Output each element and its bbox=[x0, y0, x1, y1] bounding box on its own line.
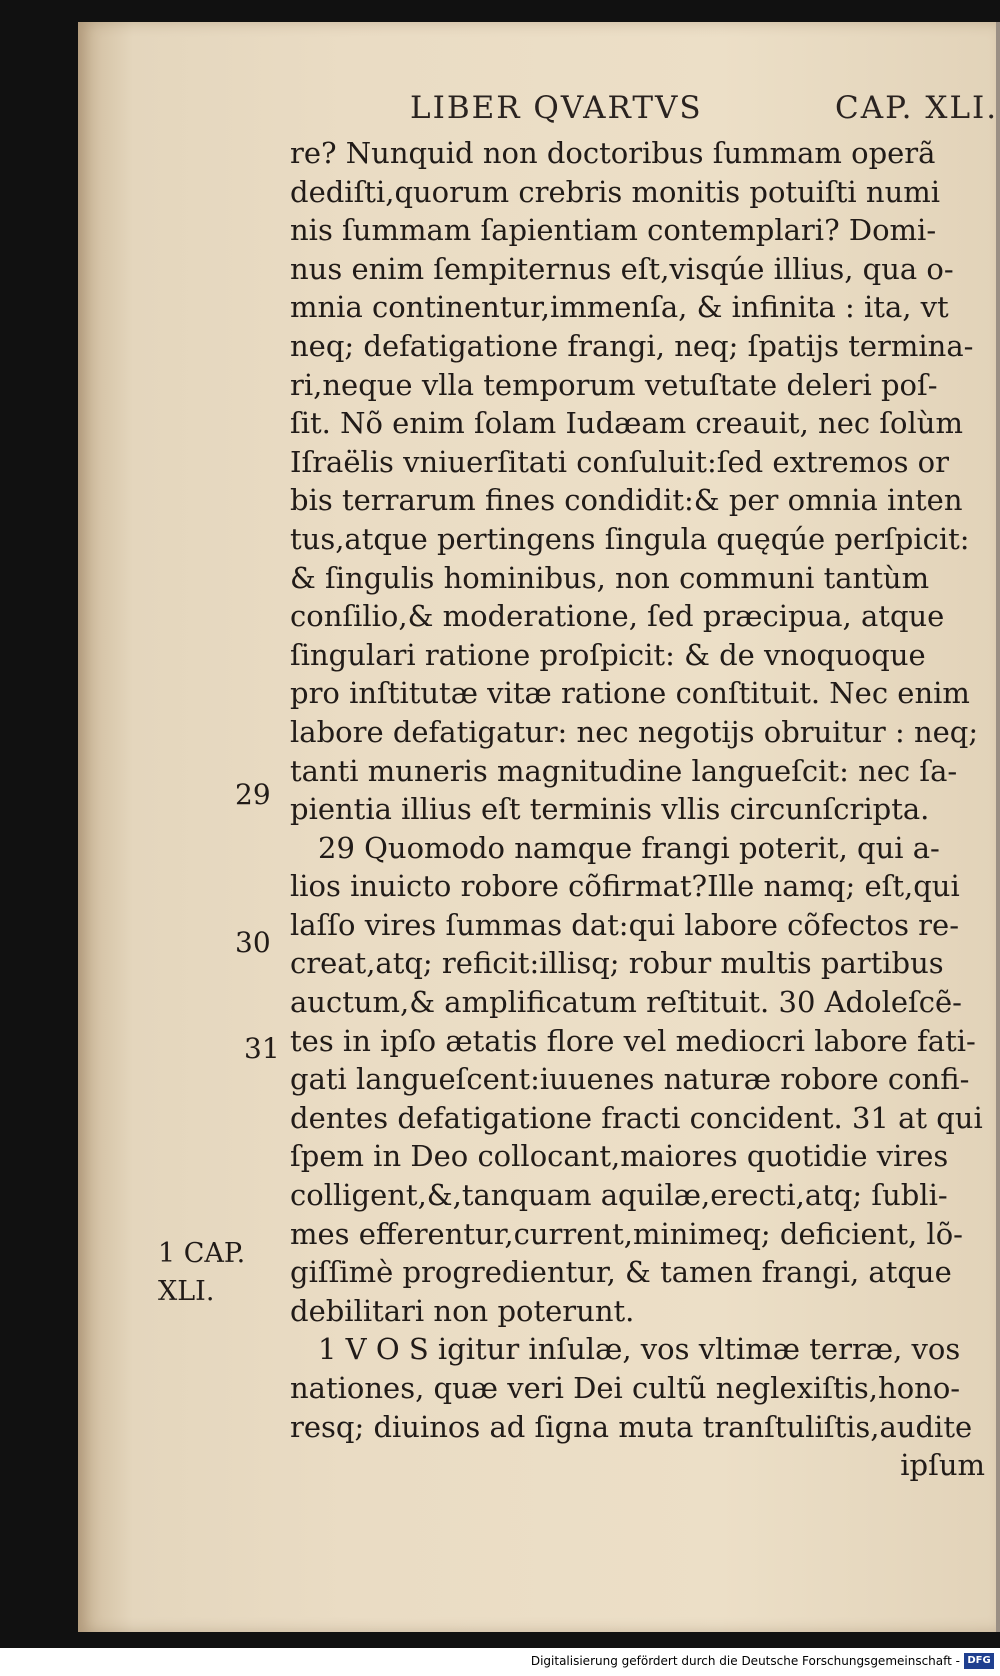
text-line: re? Nunquid non doctoribus ſummam operã bbox=[290, 136, 936, 170]
text-line: creat,atq; reficit:illisq; robur multis partibus bbox=[290, 946, 944, 981]
funding-credit: Digitalisierung gefördert durch die Deutsche Forschungsgemeinschaft - bbox=[530, 1654, 960, 1668]
text-line: nus enim ſempiternus eſt,visqúe illius, qua o- bbox=[290, 251, 954, 286]
text-line: gati langueſcent:iuuenes naturæ robore confi- bbox=[290, 1062, 970, 1097]
text-line: bis terrarum fines condidit:& per omnia inten bbox=[290, 483, 963, 518]
text-line: pro inſtitutæ vitæ ratione conſtituit. Nec enim bbox=[290, 676, 970, 711]
text-line: conſilio,& moderatione, ſed præcipua, atque bbox=[290, 599, 945, 634]
verse-number-30: 30 bbox=[235, 926, 271, 959]
footer-bar bbox=[0, 1648, 1000, 1676]
text-line: tes in ipſo ætatis flore vel mediocri labore fati- bbox=[290, 1023, 976, 1058]
verse-number-31: 31 bbox=[244, 1032, 280, 1065]
text-line: pientia illius eſt terminis vllis circunſcripta. bbox=[290, 792, 930, 827]
text-line: giſſimè progredientur, & tamen frangi, atque bbox=[290, 1255, 952, 1290]
text-line: ſingulari ratione proſpicit: & de vnoquoque bbox=[290, 637, 926, 672]
text-line: 29 Quomodo namque frangi poterit, qui a- bbox=[318, 830, 940, 865]
text-line: dentes defatigatione fracti concident. 31 at qui bbox=[290, 1100, 983, 1135]
text-line: dediſti,quorum crebris monitis potuiſti numi bbox=[290, 174, 941, 209]
text-line: ſpem in Deo collocant,maiores quotidie vires bbox=[290, 1139, 949, 1174]
text-line: mes efferentur,current,minimeq; deficient, lõ- bbox=[290, 1216, 963, 1251]
text-line: lios inuicto robore cõfirmat?Ille namq; eſt,qui bbox=[290, 869, 960, 904]
text-line: colligent,&,tanquam aquilæ,erecti,atq; ſubli- bbox=[290, 1178, 948, 1213]
body-text bbox=[290, 134, 995, 1485]
chapter-marker-number: XLI. bbox=[158, 1276, 215, 1307]
text-line: mnia continentur,immenſa, & infinita : ita, vt bbox=[290, 290, 949, 325]
text-line: & ſingulis hominibus, non communi tantùm bbox=[290, 560, 930, 595]
text-line: tus,atque pertingens ſingula quęqúe perſpicit: bbox=[290, 521, 970, 556]
text-line: neq; defatigatione frangi, neq; ſpatijs termina- bbox=[290, 328, 974, 363]
catchword: ipſum bbox=[900, 1448, 985, 1483]
chapter-heading: CAP. XLI. bbox=[835, 90, 999, 126]
page-edge bbox=[996, 22, 1000, 1632]
text-line: 1 V O S igitur inſulæ, vos vltimæ terræ, vos bbox=[318, 1332, 961, 1367]
text-line: Iſraëlis vniuerſitati conſuluit:ſed extremos or bbox=[290, 444, 949, 479]
verse-number-29: 29 bbox=[235, 778, 271, 811]
text-line: resq; diuinos ad ſigna muta tranſtuliſtis,audite bbox=[290, 1409, 973, 1444]
text-line: laſſo vires ſummas dat:qui labore cõfectos re- bbox=[290, 907, 960, 942]
text-line: nis ſummam ſapientiam contemplari? Domi- bbox=[290, 213, 937, 248]
dfg-logo: DFG bbox=[964, 1653, 994, 1669]
text-line: ri,neque vlla temporum vetuſtate deleri poſ- bbox=[290, 367, 938, 402]
text-line: labore defatigatur: nec negotijs obruitur : neq; bbox=[290, 714, 979, 749]
chapter-marker: 1 CAP. bbox=[158, 1238, 246, 1269]
text-line: auctum,& amplificatum reſtituit. 30 Adoleſcẽ- bbox=[290, 985, 962, 1020]
text-line: debilitari non poterunt. bbox=[290, 1293, 635, 1328]
text-line: ſit. Nõ enim ſolam Iudæam creauit, nec ſolùm bbox=[290, 406, 963, 441]
text-line: nationes, quæ veri Dei cultũ neglexiſtis,hono- bbox=[290, 1371, 961, 1405]
running-title: LIBER QVARTVS bbox=[410, 90, 703, 126]
text-line: tanti muneris magnitudine langueſcit: nec ſa- bbox=[290, 753, 958, 788]
